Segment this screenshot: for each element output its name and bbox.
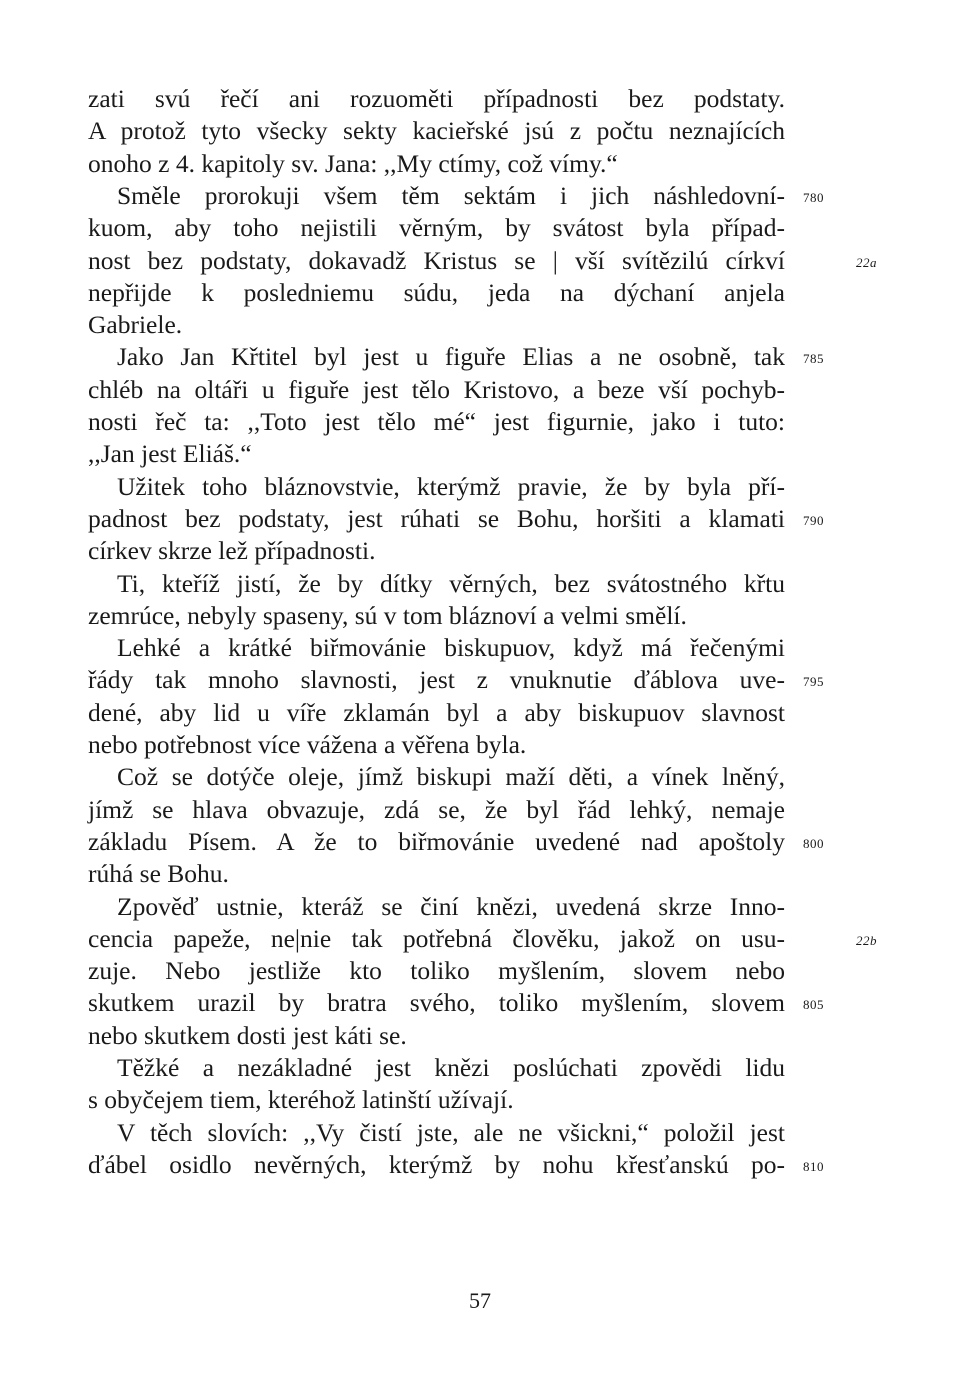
text-line: chléb na oltáři u figuře jest tělo Kristovo, a beze vší pochyb- bbox=[88, 374, 785, 404]
line-number: 805 bbox=[803, 997, 824, 1013]
line-number: 780 bbox=[803, 189, 824, 205]
text-line: s obyčejem tiem, kteréhož latinští užívají. bbox=[88, 1085, 514, 1115]
text-line: ,,Jan jest Eliáš.“ bbox=[88, 439, 252, 469]
text-line: Ti, kteříž jistí, že by dítky věrných, bez svátostného křtu bbox=[117, 568, 785, 598]
text-line: rúhá se Bohu. bbox=[88, 859, 229, 889]
text-line: Těžké a nezákladné jest knězi poslúchati zpovědi lidu bbox=[117, 1053, 785, 1082]
text-line: nost bez podstaty, dokavadž Kristus se | vší svítězilú církví bbox=[88, 245, 785, 275]
text-line: církev skrze lež případnosti. bbox=[88, 536, 376, 566]
text-line: dené, aby lid u víře zklamán byl a aby biskupuov slavnost bbox=[88, 697, 785, 727]
folio-marker: 22b bbox=[856, 932, 877, 948]
text-line: nebo potřebnost více vážena a věřena byla. bbox=[88, 730, 527, 759]
text-line: zuje. Nebo jestliže kto toliko myšlením, slovem nebo bbox=[88, 956, 785, 986]
text-line: nosti řeč ta: ,,Toto jest tělo mé“ jest figurnie, jako i tuto: bbox=[88, 407, 785, 436]
text-line: Směle prorokuji všem těm sektám i jich náshledovní- bbox=[117, 180, 785, 210]
text-line: padnost bez podstaty, jest rúhati se Bohu, horšiti a klamati bbox=[88, 503, 785, 533]
page-number: 57 bbox=[469, 1288, 491, 1313]
text-line: V těch slovích: ,,Vy čistí jste, ale ne všicknі,“ položil jest bbox=[117, 1117, 785, 1147]
text-line: zemrúce, nebyly spaseny, sú v tom bláznoví a velmi smělí. bbox=[88, 600, 687, 630]
text-line: kuom, aby toho nejistili věrným, by svátost byla případ- bbox=[88, 213, 785, 243]
text-line: jímž se hlava obvazuje, zdá se, že byl řád lehký, nemaje bbox=[88, 794, 785, 824]
line-number: 795 bbox=[803, 674, 824, 690]
text-line: Gabriele. bbox=[88, 310, 183, 340]
text-line: skutkem urazil by bratra svého, toliko myšlením, slovem bbox=[88, 988, 785, 1018]
folio-marker: 22a bbox=[856, 254, 877, 270]
text-line: základu Písem. A že to biřmovánie uvedené nad apoštoly bbox=[88, 826, 785, 856]
text-line: ďábel osidlo nevěrných, kterýmž by nohu křesťanskú po- bbox=[88, 1149, 785, 1179]
text-line: Zpověď ustnie, kteráž se činí knězi, uvedená skrze Inno- bbox=[117, 891, 785, 921]
text-line: Jako Jan Křtitel byl jest u figuře Elias a ne osobně, tak bbox=[117, 342, 785, 372]
text-line: cencia papeže, ne|nie tak potřebná člověku, jakož on usu- bbox=[88, 923, 785, 953]
text-line: Což se dotýče oleje, jímž biskupi maží děti, a vínek lněný, bbox=[117, 762, 785, 792]
line-number: 790 bbox=[803, 512, 824, 528]
text-line: řády tak mnoho slavnosti, jest z vnuknutie ďáblova uve- bbox=[88, 665, 785, 695]
text-line: Lehké a krátké biřmovánie biskupuov, když má řečenými bbox=[117, 633, 785, 663]
text-line: nebo skutkem dosti jest káti se. bbox=[88, 1020, 407, 1050]
line-number: 785 bbox=[803, 351, 824, 367]
text-line: Užitek toho bláznovstvie, kterýmž pravie, že by byla pří- bbox=[117, 471, 785, 501]
line-number: 800 bbox=[803, 835, 824, 851]
text-line: onoho z 4. kapitoly sv. Jana: ,,My ctímy, což vímy.“ bbox=[88, 148, 618, 178]
text-line: nepřijde k posledniemu súdu, jeda na dýchaní anjela bbox=[88, 277, 785, 307]
text-line: zati svú řečí ani rozuoměti případnosti bez podstaty. bbox=[88, 84, 785, 113]
text-line: A protož tyto všecky sekty kacieřské jsú z počtu neznajících bbox=[88, 116, 785, 146]
line-number: 810 bbox=[803, 1158, 824, 1174]
